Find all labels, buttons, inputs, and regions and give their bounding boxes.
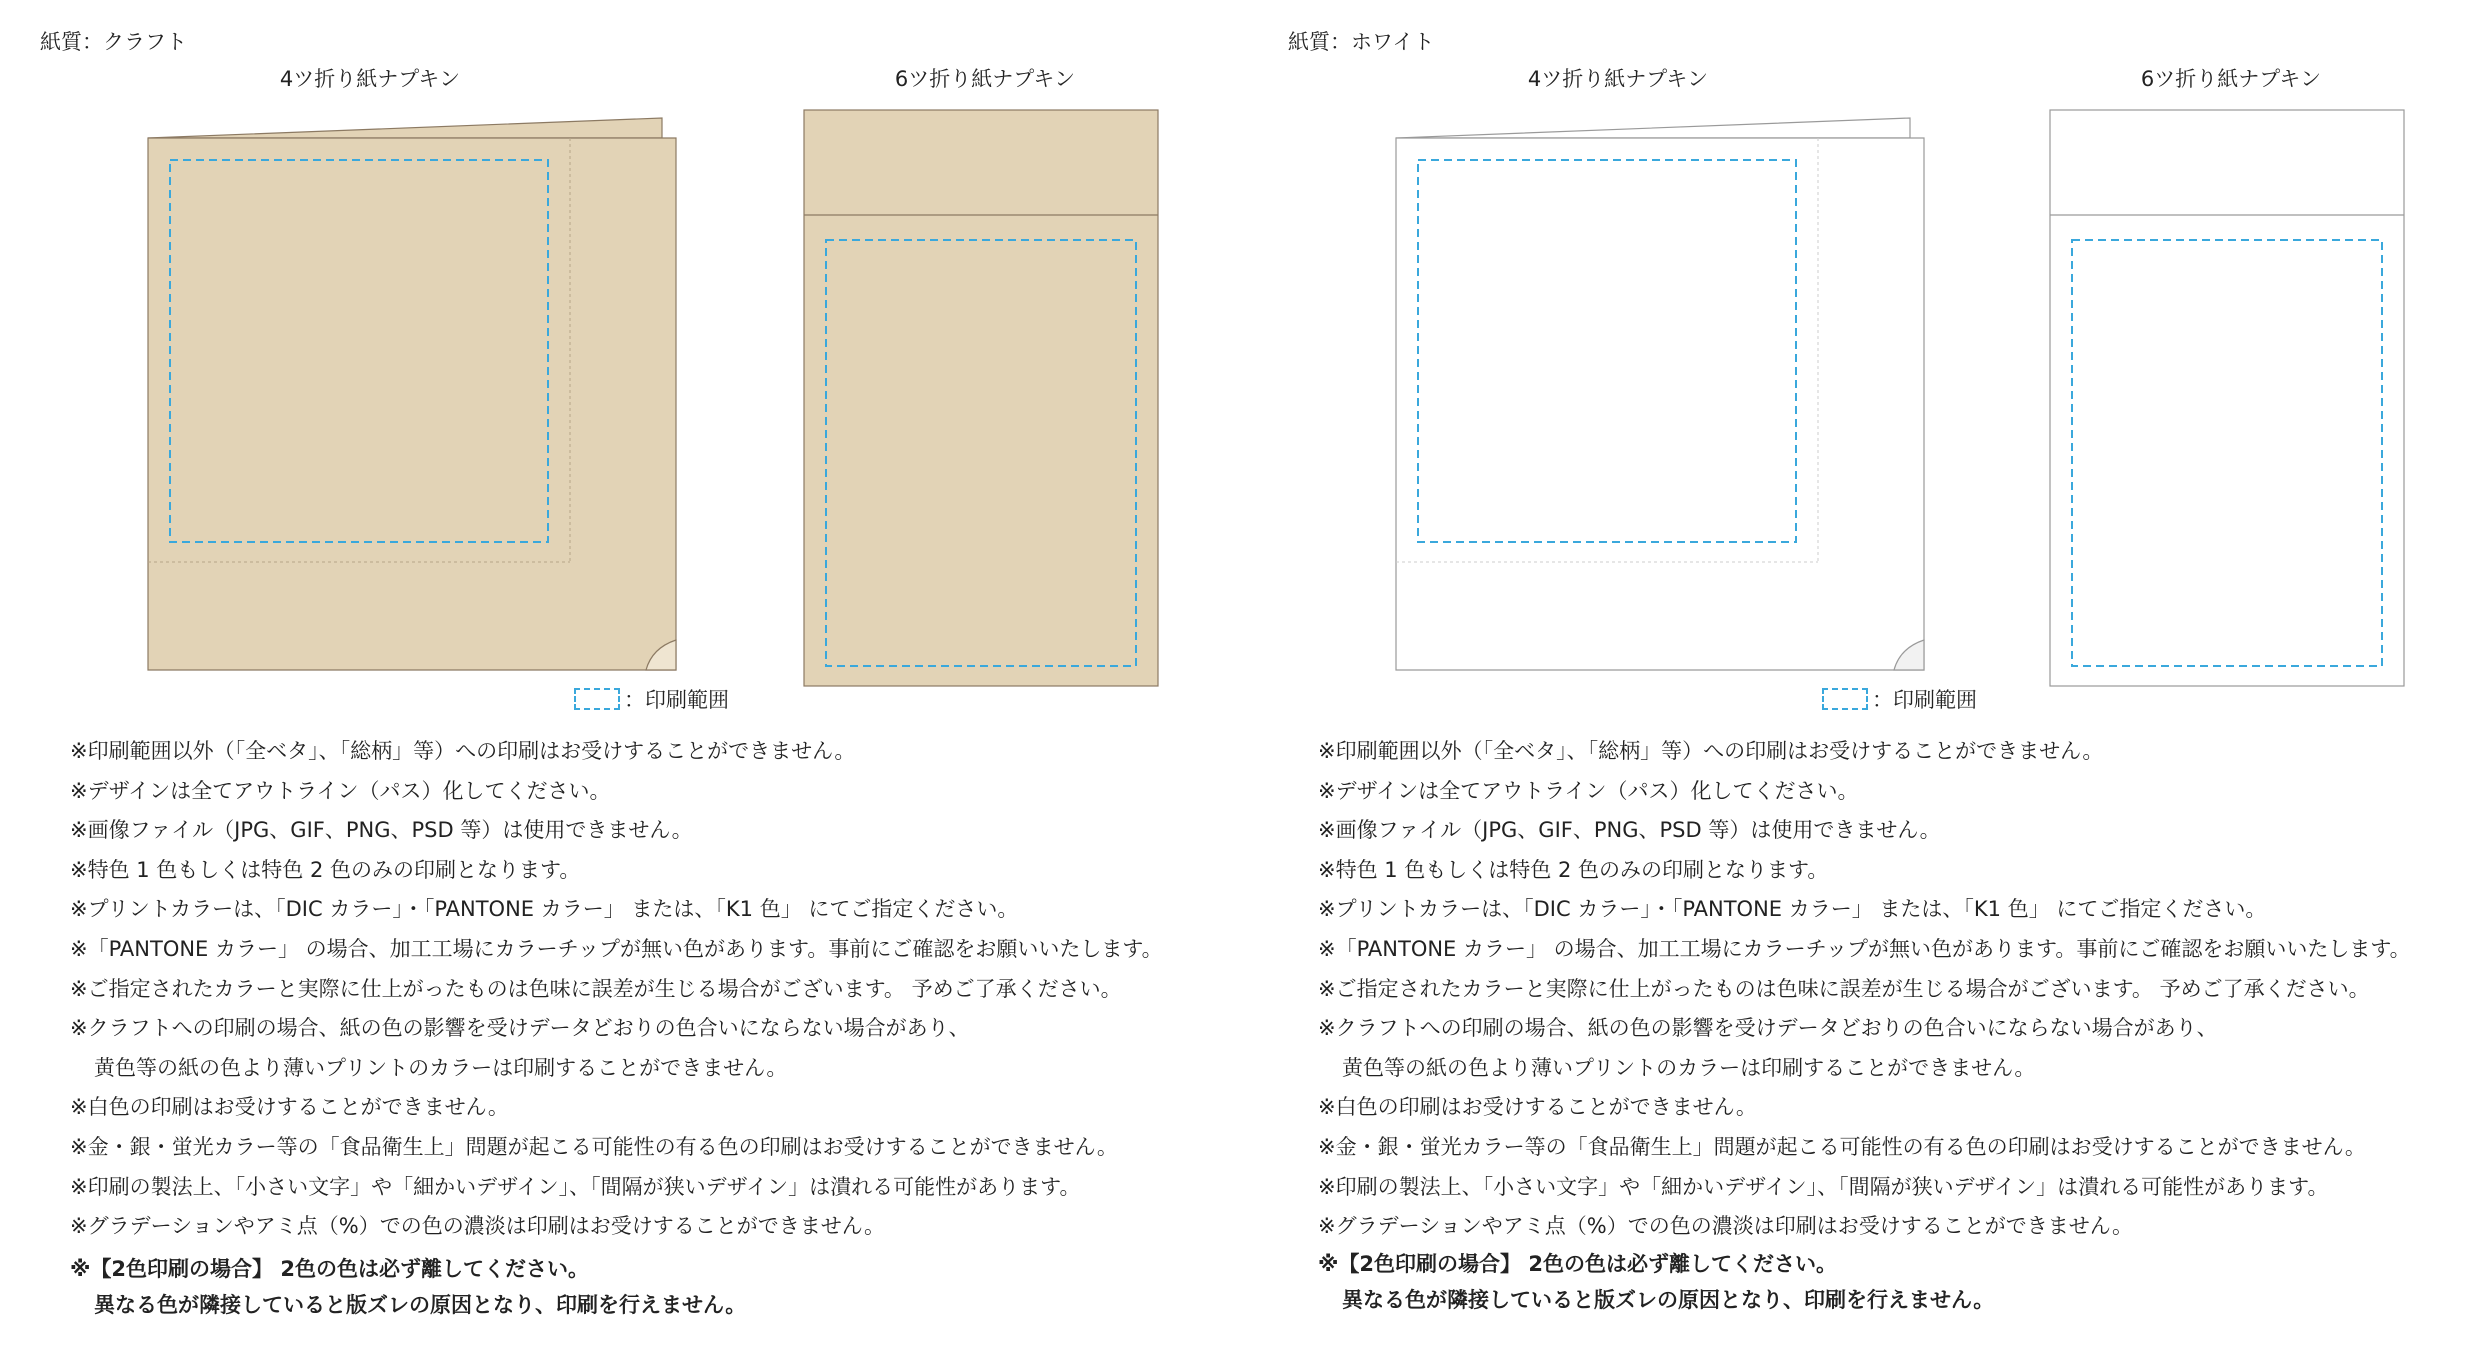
notes-list <box>1318 732 2468 1247</box>
note-item: ※「PANTONE カラー」 の場合、加工工場にカラーチップが無い色があります。事前にご確認をお願いいたします。 <box>70 936 1163 961</box>
title-6fold: 6ツ折り紙ナプキン <box>2140 67 2322 91</box>
note-item: ※画像ファイル（JPG、GIF、PNG、PSD 等）は使用できません。 <box>1318 818 1941 843</box>
legend-dashed-box <box>1822 688 1868 710</box>
note-item: ※「PANTONE カラー」 の場合、加工工場にカラーチップが無い色があります。事前にご確認をお願いいたします。 <box>1318 936 2411 961</box>
print-area-legend <box>574 684 729 714</box>
napkin-4fold-body <box>1396 138 1924 670</box>
bold-notes <box>70 1251 746 1323</box>
bold-note-item: ※【2色印刷の場合】 2色の色は必ず離してください。 <box>1318 1252 1837 1276</box>
note-item: ※デザインは全てアウトライン（パス）化してください。 <box>1318 778 1859 803</box>
bold-note-item: ※【2色印刷の場合】 2色の色は必ず離してください。 <box>70 1257 589 1281</box>
note-item: ※ご指定されたカラーと実際に仕上がったものは色味に誤差が生じる場合がございます。 予めご了承ください。 <box>1318 976 2370 1001</box>
title-4fold: 4ツ折り紙ナプキン <box>279 67 461 91</box>
note-item: 黄色等の紙の色より薄いプリントのカラーは印刷することができません。 <box>94 1055 788 1080</box>
bold-note-item: 異なる色が隣接していると版ズレの原因となり、印刷を行えません。 <box>1342 1288 1995 1312</box>
napkin-6fold <box>804 110 1158 686</box>
note-item: ※ご指定されたカラーと実際に仕上がったものは色味に誤差が生じる場合がございます。 予めご了承ください。 <box>70 976 1122 1001</box>
back-fold-layer <box>148 118 662 138</box>
napkin-6fold <box>2050 110 2404 686</box>
note-item: ※金・銀・蛍光カラー等の「食品衛生上」問題が起こる可能性の有る色の印刷はお受けすることができません。 <box>70 1134 1118 1159</box>
napkin-4fold <box>148 118 676 670</box>
title-6fold: 6ツ折り紙ナプキン <box>894 67 1076 91</box>
paper-type-label: 紙質：クラフト <box>40 30 187 54</box>
napkin-diagrams <box>0 0 1238 700</box>
legend-label: ：印刷範囲 <box>624 688 729 712</box>
legend-dashed-box <box>574 688 620 710</box>
title-4fold: 4ツ折り紙ナプキン <box>1527 67 1709 91</box>
note-item: ※デザインは全てアウトライン（パス）化してください。 <box>70 778 611 803</box>
panel-white <box>1238 0 2476 1356</box>
note-item: ※金・銀・蛍光カラー等の「食品衛生上」問題が起こる可能性の有る色の印刷はお受けすることができません。 <box>1318 1134 2366 1159</box>
print-area-legend <box>1822 684 1977 714</box>
napkin-4fold <box>1396 118 1924 670</box>
note-item: ※白色の印刷はお受けすることができません。 <box>1318 1095 1757 1120</box>
note-item: ※印刷の製法上、「小さい文字」や「細かいデザイン」、「間隔が狭いデザイン」は潰れる可能性があります。 <box>70 1174 1081 1199</box>
note-item: ※クラフトへの印刷の場合、紙の色の影響を受けデータどおりの色合いにならない場合があり、 <box>70 1016 970 1041</box>
note-item: ※クラフトへの印刷の場合、紙の色の影響を受けデータどおりの色合いにならない場合があり、 <box>1318 1016 2218 1041</box>
note-item: ※グラデーションやアミ点（%）での色の濃淡は印刷はお受けすることができません。 <box>70 1214 885 1239</box>
paper-type-label: 紙質：ホワイト <box>1288 30 1435 54</box>
note-item: ※グラデーションやアミ点（%）での色の濃淡は印刷はお受けすることができません。 <box>1318 1214 2133 1239</box>
napkin-diagrams <box>1238 0 2476 700</box>
bold-notes <box>1318 1246 1994 1318</box>
notes-list <box>70 732 1235 1247</box>
note-item: ※印刷範囲以外（「全ベタ」、「総柄」等）への印刷はお受けすることができません。 <box>1318 739 2104 763</box>
note-item: ※画像ファイル（JPG、GIF、PNG、PSD 等）は使用できません。 <box>70 818 693 843</box>
note-item: ※プリントカラーは、「DIC カラー」・「PANTONE カラー」 または、「K1 色」 にてご指定ください。 <box>70 897 1019 922</box>
note-item: ※白色の印刷はお受けすることができません。 <box>70 1095 509 1120</box>
back-fold-layer <box>1396 118 1910 138</box>
bold-note-item: 異なる色が隣接していると版ズレの原因となり、印刷を行えません。 <box>94 1293 747 1317</box>
napkin-6fold-body <box>2050 110 2404 686</box>
note-item: ※印刷範囲以外（「全ベタ」、「総柄」等）への印刷はお受けすることができません。 <box>70 739 856 763</box>
note-item: ※印刷の製法上、「小さい文字」や「細かいデザイン」、「間隔が狭いデザイン」は潰れる可能性があります。 <box>1318 1174 2329 1199</box>
legend-label: ：印刷範囲 <box>1872 688 1977 712</box>
note-item: ※特色 1 色もしくは特色 2 色のみの印刷となります。 <box>1318 857 1829 882</box>
note-item: ※プリントカラーは、「DIC カラー」・「PANTONE カラー」 または、「K1 色」 にてご指定ください。 <box>1318 897 2267 922</box>
napkin-4fold-body <box>148 138 676 670</box>
note-item: 黄色等の紙の色より薄いプリントのカラーは印刷することができません。 <box>1342 1055 2036 1080</box>
note-item: ※特色 1 色もしくは特色 2 色のみの印刷となります。 <box>70 857 581 882</box>
napkin-6fold-body <box>804 110 1158 686</box>
